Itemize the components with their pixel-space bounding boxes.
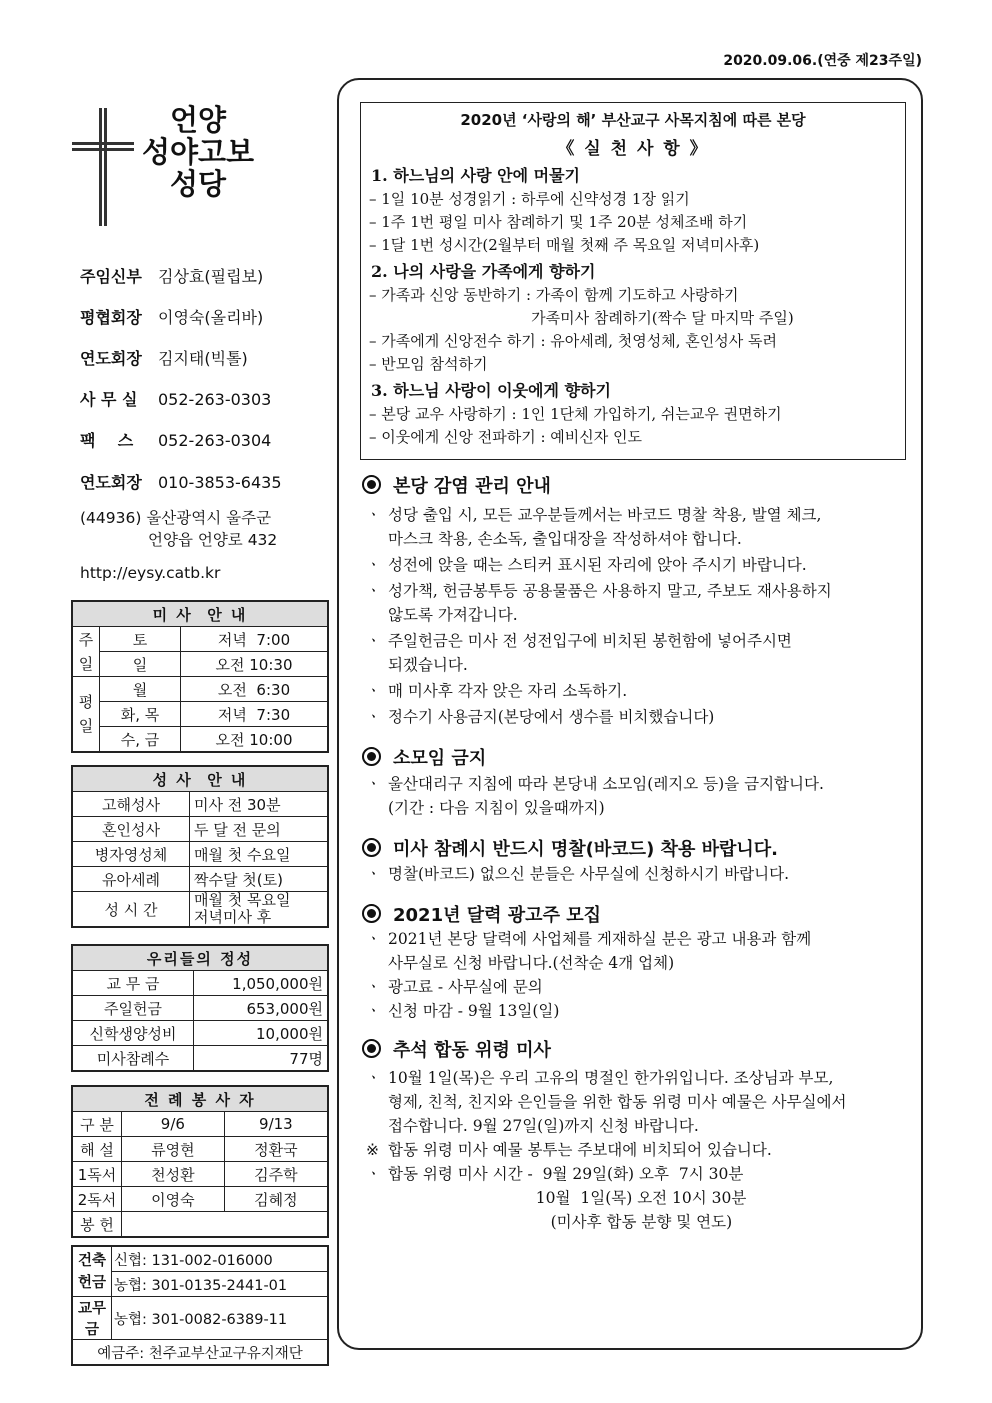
notice-line-text: 접수합니다. 9월 27일(일)까지 신청 바랍니다.	[388, 1117, 699, 1135]
staff-label: 주임신부	[80, 267, 142, 286]
church-name-line: 성야고보	[142, 135, 255, 169]
staff-row	[80, 387, 271, 410]
notice-title-text: 소모임 금지	[393, 748, 487, 769]
building-account: 신협: 131-002-016000	[112, 1246, 329, 1272]
notice-line-text: 성당 출입 시, 모든 교우분들께서는 바코드 명찰 착용, 발열 체크,	[388, 506, 822, 524]
bullet-mark: ㆍ	[366, 682, 381, 700]
notice-line-text: 성전에 앉을 때는 스티커 표시된 자리에 앉아 주시기 바랍니다.	[388, 556, 807, 574]
bullet-mark: ㆍ	[366, 556, 381, 574]
notice-line-text: 합동 위령 미사 시간 - 9월 29일(화) 오후 7시 30분	[388, 1165, 744, 1183]
staff-row	[80, 470, 282, 493]
address-line: (44936) 울산광역시 울주군	[80, 509, 272, 527]
notice-line-text: 합동 위령 미사 예물 봉투는 주보대에 비치되어 있습니다.	[388, 1141, 772, 1159]
cross-icon	[72, 108, 134, 226]
address-line: 언양읍 언양로 432	[148, 531, 278, 549]
staff-label: 연도회장	[80, 473, 142, 492]
servers-role: 해 설	[72, 1137, 122, 1162]
staff-row	[80, 305, 263, 328]
staff-label: 팩 스	[80, 431, 134, 450]
mass-day: 토	[100, 627, 181, 652]
mass-day: 월	[100, 677, 181, 702]
notice-line-text: 형제, 친척, 친지와 은인들을 위한 합동 위령 미사 예물은 사무실에서	[388, 1093, 847, 1111]
sacrament-value: 미사 전 30분	[190, 792, 329, 817]
mass-time: 저녁 7:30	[181, 702, 328, 727]
bullet-mark: ㆍ	[366, 582, 381, 600]
notice-title	[362, 901, 601, 927]
servers-name: 정환국	[224, 1137, 328, 1162]
staff-value: 052-263-0303	[158, 390, 272, 409]
building-account: 농협: 301-0135-2441-01	[112, 1272, 329, 1297]
mass-time: 오전 6:30	[181, 677, 328, 702]
offering-value: 653,000원	[194, 996, 329, 1021]
mass-day: 수, 금	[100, 727, 181, 753]
servers-name: 김주학	[224, 1162, 328, 1187]
notice-line-text: 않도록 가져갑니다.	[388, 606, 518, 624]
servers-header: 구 분	[72, 1112, 122, 1137]
church-name-line: 언양	[170, 103, 227, 137]
sacrament-name: 혼인성사	[72, 817, 190, 842]
sacrament-value-line: 매월 첫 목요일	[194, 891, 291, 909]
weekday-label: 평일	[72, 677, 100, 753]
servers-role: 1독서	[72, 1162, 122, 1187]
offering-name: 주일헌금	[72, 996, 194, 1021]
bullet-mark: ㆍ	[366, 1165, 381, 1183]
notice-title-text: 미사 참례시 반드시 명찰(바코드) 착용 바랍니다.	[393, 839, 778, 860]
staff-row	[80, 428, 271, 451]
guideline-item: – 1일 10분 성경읽기 : 하루에 신약성경 1장 읽기	[369, 190, 690, 208]
guideline-heading: 3. 하느님 사랑이 이웃에게 향하기	[371, 381, 611, 400]
offering-value: 1,050,000원	[194, 971, 329, 996]
notice-line	[366, 772, 906, 796]
notice-body	[366, 927, 906, 1023]
mass-day: 화, 목	[100, 702, 181, 727]
sacrament-value: 매월 첫 수요일	[190, 842, 329, 867]
servers-name: 김혜정	[224, 1187, 328, 1212]
notice-line-text: 매 미사후 각자 앉은 자리 소독하기.	[388, 682, 628, 700]
bullet-mark: ㆍ	[366, 865, 381, 883]
staff-row	[80, 346, 248, 369]
sunday-label: 주일	[72, 627, 100, 677]
servers-name: 류영현	[122, 1137, 225, 1162]
notice-line	[366, 553, 906, 577]
notice-title	[362, 472, 551, 498]
offering-table-title: 우리들의 정성	[72, 945, 328, 971]
mass-table-title: 미 사 안 내	[72, 601, 328, 627]
notice-title	[362, 744, 486, 770]
guideline-item: – 1주 1번 평일 미사 참례하기 및 1주 20분 성체조배 하기	[369, 213, 748, 231]
notice-line	[366, 1162, 906, 1186]
sacrament-value: 두 달 전 문의	[190, 817, 329, 842]
bullet-icon	[362, 475, 381, 494]
guideline-item: – 가족에게 신앙전수 하기 : 유아세례, 첫영성체, 혼인성사 독려	[369, 332, 777, 350]
offering-name: 미사참례수	[72, 1046, 194, 1072]
notice-line-text: 2021년 본당 달력에 사업체를 게재하실 분은 광고 내용과 함께	[388, 930, 812, 948]
mass-schedule-table	[71, 600, 329, 753]
sacrament-name: 유아세례	[72, 867, 190, 892]
staff-label: 평협회장	[80, 308, 142, 327]
sacrament-value-line: 저녁미사 후	[194, 908, 272, 926]
bullet-mark: ㆍ	[366, 978, 381, 996]
building-fund-label-line: 헌금	[77, 1274, 106, 1291]
sacrament-name: 고해성사	[72, 792, 190, 817]
notice-line	[366, 1066, 906, 1090]
notice-title	[362, 1036, 551, 1062]
notice-line	[366, 705, 906, 729]
church-name	[142, 104, 254, 200]
bullet-mark: ㆍ	[366, 1002, 381, 1020]
bullet-icon	[362, 747, 381, 766]
bullet-mark: ㆍ	[366, 775, 381, 793]
mass-time: 오전 10:30	[181, 652, 328, 677]
staff-label: 연도회장	[80, 349, 142, 368]
notice-line	[366, 927, 906, 951]
bulletin-date: 2020.09.06.(연중 제23주일)	[723, 53, 922, 69]
bank-accounts-table	[71, 1245, 329, 1366]
notice-line-text: 신청 마감 - 9월 13일(일)	[388, 1002, 560, 1020]
guideline-heading: 2. 나의 사랑을 가족에게 향하기	[371, 262, 596, 281]
notice-line-text: 10월 1일(목) 오전 10시 30분	[388, 1189, 747, 1207]
notice-line-text: 마스크 착용, 손소독, 출입대장을 작성하셔야 합니다.	[388, 530, 742, 548]
staff-label: 사 무 실	[80, 390, 138, 409]
gyomu-label: 교무금	[72, 1297, 112, 1340]
servers-table-title: 전 례 봉 사 자	[72, 1086, 328, 1112]
offering-value: 77명	[194, 1046, 329, 1072]
staff-value: 010-3853-6435	[158, 473, 282, 492]
servers-name: 이영숙	[122, 1187, 225, 1212]
notice-line-text: (기간 : 다음 지침이 있을때까지)	[388, 799, 605, 817]
mass-day: 일	[100, 652, 181, 677]
notice-line	[366, 1138, 906, 1162]
notice-line	[366, 629, 906, 653]
offering-table	[71, 944, 329, 1072]
guideline-item: – 반모임 참석하기	[369, 355, 488, 373]
notice-line	[366, 579, 906, 603]
bullet-icon	[362, 1039, 381, 1058]
guideline-item: – 가족과 신앙 동반하기 : 가족이 함께 기도하고 사랑하기	[369, 286, 739, 304]
guideline-item: 가족미사 참례하기(짝수 달 마지막 주일)	[369, 309, 794, 327]
sacrament-name: 성 시 간	[72, 892, 190, 928]
servers-name	[122, 1212, 329, 1238]
servers-role: 봉 헌	[72, 1212, 122, 1238]
notice-body	[366, 772, 906, 820]
notice-line-text: 울산대리구 지침에 따라 본당내 소모임(레지오 등)을 금지합니다.	[388, 775, 824, 793]
notice-title-text: 2021년 달력 광고주 모집	[393, 905, 602, 926]
servers-header: 9/6	[122, 1112, 225, 1137]
staff-value: 김지태(빅톨)	[158, 349, 248, 368]
bullet-mark: ㆍ	[366, 708, 381, 726]
staff-value: 052-263-0304	[158, 431, 272, 450]
offering-value: 10,000원	[194, 1021, 329, 1046]
notice-line	[366, 503, 906, 527]
bullet-mark: ㆍ	[366, 506, 381, 524]
notice-line	[366, 999, 906, 1023]
guideline-title: 2020년 ‘사랑의 해’ 부산교구 사목지침에 따른 본당	[460, 111, 806, 129]
church-name-line: 성당	[170, 167, 227, 201]
sacrament-table-title: 성 사 안 내	[72, 766, 328, 792]
notice-line-text: 되겠습니다.	[388, 656, 468, 674]
offering-name: 신학생양성비	[72, 1021, 194, 1046]
notice-title-text: 추석 합동 위령 미사	[393, 1040, 551, 1061]
notice-title	[362, 835, 778, 861]
servers-name: 천성환	[122, 1162, 225, 1187]
guideline-item: – 본당 교우 사랑하기 : 1인 1단체 가입하기, 쉬는교우 권면하기	[369, 405, 782, 423]
notice-line-text: 정수기 사용금지(본당에서 생수를 비치했습니다)	[388, 708, 715, 726]
staff-value: 이영숙(올리바)	[158, 308, 264, 327]
building-fund-label	[72, 1246, 112, 1297]
bullet-icon	[362, 838, 381, 857]
guideline-heading: 1. 하느님의 사랑 안에 머물기	[371, 166, 581, 185]
notice-line-text: 10월 1일(목)은 우리 고유의 명절인 한가위입니다. 조상님과 부모,	[388, 1069, 834, 1087]
website-link[interactable]: http://eysy.catb.kr	[80, 564, 221, 582]
staff-value: 김상효(필립보)	[158, 267, 264, 286]
guideline-item: – 1달 1번 성시간(2월부터 매월 첫째 주 목요일 저녁미사후)	[369, 236, 760, 254]
account-holder: 예금주: 천주교부산교구유지재단	[72, 1340, 328, 1366]
bullet-mark: ㆍ	[366, 930, 381, 948]
building-fund-label-line: 건축	[77, 1252, 106, 1269]
liturgy-servers-table	[71, 1085, 329, 1238]
notice-line	[366, 679, 906, 703]
notice-line-text: (미사후 합동 분향 및 연도)	[388, 1213, 733, 1231]
mass-time: 저녁 7:00	[181, 627, 328, 652]
notice-line-text: 주일헌금은 미사 전 성전입구에 비치된 봉헌함에 넣어주시면	[388, 632, 792, 650]
sacrament-table	[71, 765, 329, 928]
notice-title-text: 본당 감염 관리 안내	[393, 476, 551, 497]
notice-body	[366, 862, 906, 886]
guideline-item: – 이웃에게 신앙 전파하기 : 예비신자 인도	[369, 428, 643, 446]
gyomu-account: 농협: 301-0082-6389-11	[112, 1297, 329, 1340]
bullet-icon	[362, 904, 381, 923]
notice-line-text: 명찰(바코드) 없으신 분들은 사무실에 신청하시기 바랍니다.	[388, 865, 790, 883]
staff-row	[80, 264, 263, 287]
notice-body	[366, 1066, 906, 1234]
bullet-mark: ㆍ	[366, 632, 381, 650]
notice-line-text: 사무실로 신청 바랍니다.(선착순 4개 업체)	[388, 954, 675, 972]
bullet-mark: ㆍ	[366, 1069, 381, 1087]
sacrament-value: 짝수달 첫(토)	[190, 867, 329, 892]
notice-body	[366, 503, 906, 729]
bullet-mark: ※	[366, 1141, 379, 1159]
servers-role: 2독서	[72, 1187, 122, 1212]
guideline-subtitle: 《 실 천 사 항 》	[557, 139, 709, 159]
sacrament-name: 병자영성체	[72, 842, 190, 867]
servers-header: 9/13	[224, 1112, 328, 1137]
notice-line	[366, 862, 906, 886]
pastoral-guideline-box	[360, 102, 906, 460]
offering-name: 교 무 금	[72, 971, 194, 996]
sacrament-value	[190, 892, 329, 928]
mass-time: 오전 10:00	[181, 727, 328, 753]
notice-line-text: 광고료 - 사무실에 문의	[388, 978, 543, 996]
notice-line	[366, 975, 906, 999]
notice-line-text: 성가책, 헌금봉투등 공용물품은 사용하지 말고, 주보도 재사용하지	[388, 582, 832, 600]
